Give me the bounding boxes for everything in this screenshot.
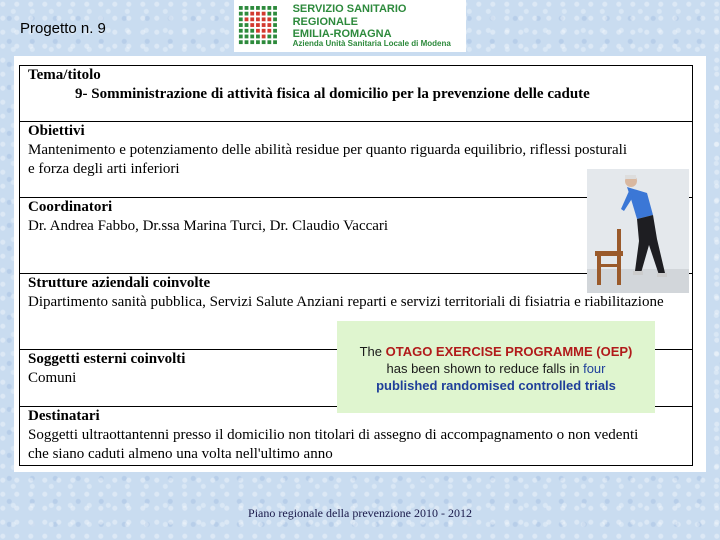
row-body: Dipartimento sanità pubblica, Servizi Salute Anziani reparti e servizi territoriali di fisiatria e riabilitazione: [28, 294, 664, 310]
callout-prefix: The: [359, 344, 386, 359]
row-body: Dr. Andrea Fabbo, Dr.ssa Marina Turci, Dr. Claudio Vaccari: [28, 218, 389, 234]
logo: [234, 0, 466, 52]
row-heading: Obiettivi: [28, 123, 85, 139]
row-heading: Tema/titolo: [28, 67, 101, 83]
logo-line3: Azienda Unità Sanitaria Locale di Modena: [292, 38, 451, 48]
callout-four: four: [583, 361, 606, 376]
row-body: 9- Somministrazione di attività fisica al domicilio per la prevenzione delle cadute: [75, 86, 590, 102]
elderly-man-exercising-icon: [587, 169, 689, 293]
table-row-title: [20, 66, 692, 122]
row-body: Soggetti ultraottantenni presso il domicilio non titolari di assegno di accompagnamento o non vedenti che siano caduti almeno una volta nell'ultimo anno: [28, 427, 639, 462]
row-body: Comuni: [28, 370, 77, 386]
logo-line2: EMILIA-ROMAGNA: [292, 27, 392, 40]
row-heading: Strutture aziendali coinvolte: [28, 275, 211, 291]
slide-title: Progetto n. 9: [20, 20, 106, 37]
slide-footer: Piano regionale della prevenzione 2010 - 2012: [248, 506, 472, 520]
exercise-photo: [587, 169, 689, 293]
callout-rest: published randomised controlled trials: [376, 378, 616, 393]
row-body: Mantenimento e potenziamento delle abilità residue per quanto riguarda equilibrio, riflessi posturali e forza degli arti inferiori: [28, 142, 627, 177]
callout-middle: has been shown to reduce falls in: [386, 361, 584, 376]
row-heading: Coordinatori: [28, 199, 113, 215]
callout-program: OTAGO EXERCISE PROGRAMME (OEP): [385, 344, 633, 359]
callout-box: [337, 321, 655, 413]
logo-line1: SERVIZIO SANITARIO REGIONALE: [292, 3, 407, 28]
table-row-recipients: [20, 407, 692, 465]
row-heading: Destinatari: [28, 408, 100, 424]
row-heading: Soggetti esterni coinvolti: [28, 351, 186, 367]
logo-grid-icon: [237, 1, 285, 51]
